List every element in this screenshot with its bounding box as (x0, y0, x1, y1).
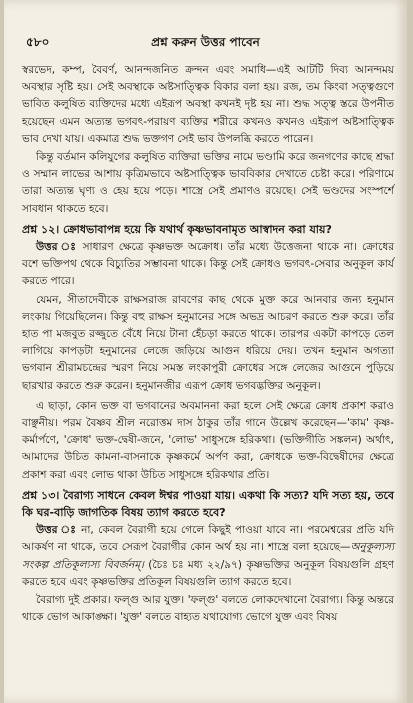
question-13: প্রশ্ন ১৩। বৈরাগ্য সাধনে কেবল ঈশ্বর পাওয়া যায়। একথা কি সত্য? যদি সত্য হয়, তবে কি ঘর-বাড়ি জাগতিক বিষয় ত্যাগ করতে হবে? (22, 488, 394, 520)
page-header (4, 34, 407, 54)
paragraph-5: বৈরাগ্য দুই প্রকার। ফল্গু আর যুক্ত। 'ফল্গু' বলতে লোকদেখানো বৈরাগ্য। কিন্তু অন্তরে থাকে ভোগ আকাঙ্ক্ষা। 'যুক্ত' বলতে বাহ্যত যথাযোগ্য ভোগে যুক্ত এবং বিষয় (22, 594, 394, 624)
question-12: প্রশ্ন ১২। ক্রোধভাবাপন্ন হয়ে কি যথার্থ কৃষ্ণভাবনামৃত আস্বাদন করা যায়? (22, 222, 332, 236)
answer-13-label: উত্তর ঃ (36, 524, 77, 537)
page-content (22, 62, 394, 628)
answer-12 (22, 239, 394, 291)
paragraph-1: স্বরভেদ, কম্প, বৈবর্ণ, আনন্দজনিত ক্রন্দন এবং সমাধি—এই আটটি দিব্য আনন্দময় অবস্থার সৃষ্টি হয়। সেই অবস্থাকে অষ্টসাত্ত্বিক বিকার বলা হয়। রজ, তম কিংবা সত্ত্বগুণে ভাবিত কলুষিত ব্যক্তিদের মধ্যে এইরূপ অবস্থা কখনই দৃষ্ট হয় না। শুদ্ধ সত্ত্ব স্তরে উপনীত হয়েছেন এমন অত্যন্ত ভগবৎ-পরায়ণ ব্যক্তির শরীরে কখনও কখনও এইরূপ অষ্টসাত্ত্বিক ভাব দেখা যায়। একমাত্র শুদ্ধ ভক্তগণ সেই ভাব উপলব্ধি করতে পারেন। (22, 64, 394, 145)
answer-12-text: সাধারণ ক্ষেত্রে কৃষ্ণভক্ত অক্রোধ। তাঁর মধ্যে উত্তেজনা থাকে না। ক্রোধের বশে ভক্তিপথ থেকে বিচ্যুতির সম্ভাবনা থাকে। কিন্তু সেই ক্রোধও ভগবৎ-সেবার অনুকূল কার্য করতে পারে। (22, 241, 394, 288)
answer-13-verse: অনুকূল্যস্য সংকল্প প্রতিকূল্যস্য বিবর্জনম্। (22, 541, 394, 571)
page-number: ৫৮০ (26, 35, 50, 49)
running-title: প্রশ্ন করুন উত্তর পাবেন (151, 35, 260, 49)
answer-12-label: উত্তর ঃ (36, 241, 78, 254)
book-page (4, 0, 407, 703)
answer-13-text-after: (চৈঃ চঃ মধ্য ২২/৯৭) কৃষ্ণভক্তির অনুকূল বিষয়গুলি গ্রহণ করতে হবে এবং কৃষ্ণভক্তির প্রতিকূল বিষয়গুলি ত্যাগ করতে হবে। (22, 558, 395, 588)
answer-13 (22, 522, 394, 591)
paragraph-4: এ ছাড়া, কোন ভক্ত বা ভগবানের অবমাননা করা হলে সেই ক্ষেত্রে ক্রোধ প্রকাশ করাও বাঞ্ছনীয়। পরম বৈষ্ণব শ্রীল নরোত্তম দাস ঠাকুর তাঁর গানে উল্লেখ করেছেন—'কাম' কৃষ্ণ-কর্মার্পণে, 'ক্রোধ' ভক্ত-দ্বেষী-জনে, 'লোভ' সাধুসঙ্গে হরিকথা। (ভক্তিগীতি সঙ্কলন) অর্থাৎ, আমাদের উচিত কামনা-বাসনাকে কৃষ্ণকর্মে অর্পণ করা, ক্রোধকে ভক্ত-বিদ্বেষীদের ক্ষেত্রে প্রকাশ করা এবং লোভ থাকা উচিত সাধুসঙ্গে হরিকথার প্রতি। (22, 399, 394, 481)
answer-13-text-before: না, কেবল বৈরাগী হয়ে গেলে কিছুই পাওয়া যাবে না। পরমেশ্বরের প্রতি যদি আকর্ষণ না থাকে, তবে সেরূপ বৈরাগীর কোন অর্থ হয় না। শাস্ত্রে বলা হয়েছে— (22, 524, 394, 554)
paragraph-3: যেমন, সীতাদেবীকে রাক্ষসরাজ রাবণের কাছ থেকে মুক্ত করে আনবার জন্য হনুমান লংকায় গিয়েছিলেন। কিন্তু বহু রাক্ষস হনুমানের সঙ্গে অভদ্র আচরণ করতে শুরু করে। তাঁর হাত পা মজবুত রজ্জুতে বেঁধে নিয়ে টানা হেঁচড়া করতে থাকে। তারপর একটা কাপড়ে তেল লাগিয়ে কাপড়টা হনুমানের লেজে জড়িয়ে আগুন ধরিয়ে দেয়। তখন হনুমান অগত্যা ভগবান শ্রীরামচন্দ্রের স্মরণ নিয়ে সমস্ত লংকাপুরী ক্রোধের সঙ্গে লেজের আগুনে পুড়িয়ে ছারখার করতে শুরু করেন। হনুমানজীর এরূপ ক্রোধ ভগবদ্ভক্তির অনুকূল। (22, 293, 394, 392)
paragraph-2: কিন্তু বর্তমান কলিযুগের কলুষিত ব্যক্তিরা ভক্তির নামে ভণ্ডামি করে জনগণের কাছে শ্রদ্ধা ও সম্মান লাভের আশায় কৃত্রিমভাবে অষ্টসাত্ত্বিক ভাববিকার দেখাতে চেষ্টা করে। পরিণামে তারা অত্যন্ত ঘৃণ্য ও হেয় হয়ে পড়ে। শাস্ত্রে সেই প্রমাণও রয়েছে। সেই ভণ্ডদের সংস্পর্শে সাবধান থাকতে হবে। (22, 151, 394, 215)
